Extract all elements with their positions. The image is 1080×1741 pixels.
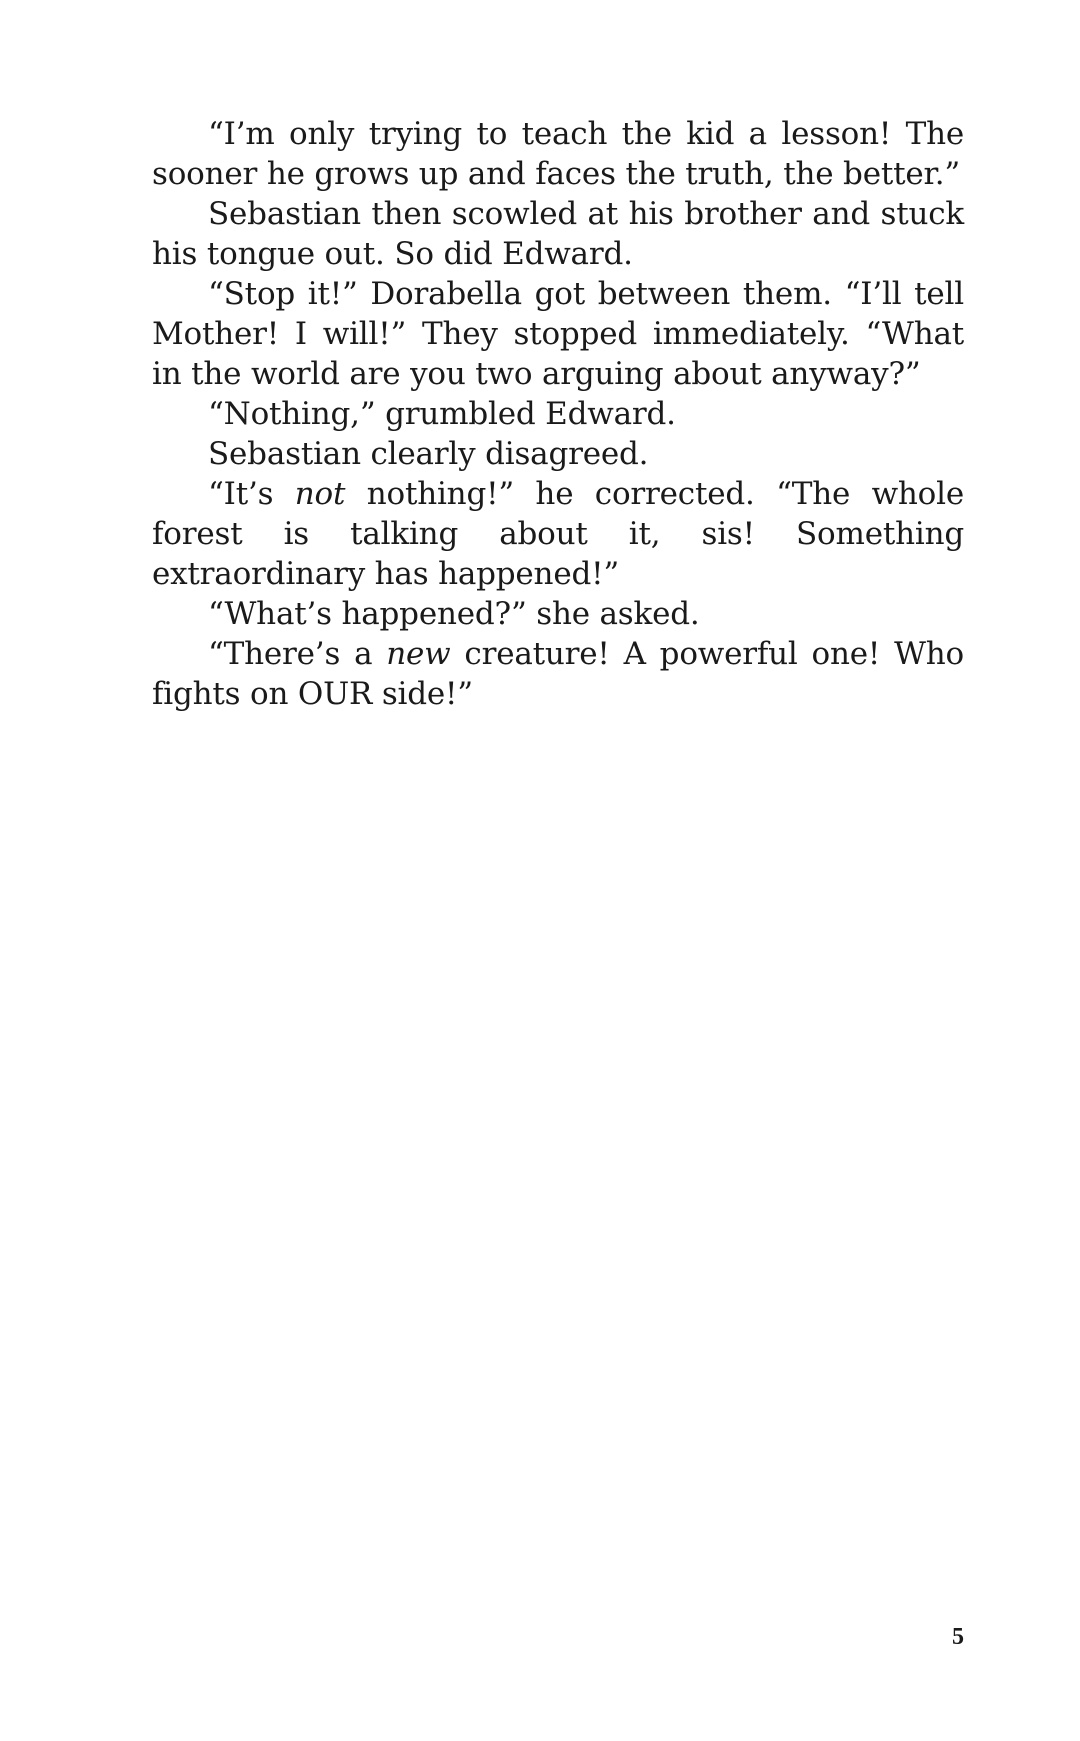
paragraph	[152, 434, 964, 474]
italic-text: new	[386, 636, 451, 672]
page-number: 5	[952, 1624, 964, 1650]
text-run: “I’m only trying to teach the kid a lesson! The sooner he grows up and faces the truth, the better.”	[152, 116, 964, 192]
body-text	[152, 114, 964, 714]
text-run: “It’s	[208, 476, 295, 512]
paragraph	[152, 474, 964, 594]
text-run: Sebastian then scowled at his brother and stuck his tongue out. So did Edward.	[152, 196, 964, 272]
paragraph	[152, 594, 964, 634]
italic-text: not	[294, 476, 346, 512]
text-run: “Nothing,” grumbled Edward.	[208, 396, 676, 432]
text-run: “Stop it!” Dorabella got between them. “I’ll tell Mother! I will!” They stopped immediately. “What in the world are you two arguing about anyway?”	[152, 276, 964, 392]
text-run: “What’s happened?” she asked.	[208, 596, 700, 632]
paragraph	[152, 274, 964, 394]
paragraph	[152, 634, 964, 714]
text-run: creature! A powerful one! Who fights on OUR side!”	[152, 636, 964, 712]
text-run: nothing!” he corrected. “The whole forest is talking about it, sis! Something extraordinary has happened!”	[152, 476, 965, 592]
paragraph	[152, 194, 964, 274]
text-run: Sebastian clearly disagreed.	[208, 436, 649, 472]
text-run: “There’s a	[208, 636, 387, 672]
paragraph	[152, 394, 964, 434]
paragraph	[152, 114, 964, 194]
